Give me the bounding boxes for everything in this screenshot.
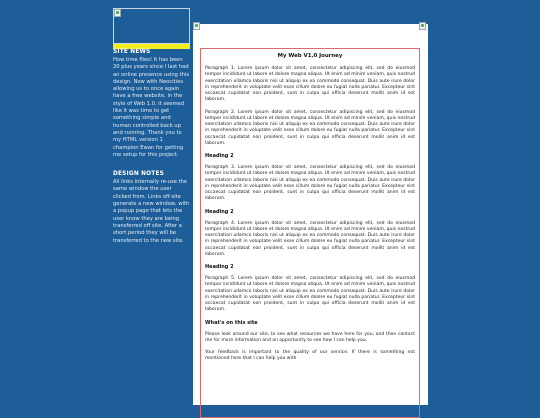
section-heading: Heading 2 [205, 208, 234, 215]
design-notes-heading: DESIGN NOTES [113, 171, 164, 178]
site-news-heading: SITE NEWS [113, 49, 151, 55]
paragraph: Paragraph 3. Lorem ipsum dolor sit amet, consectetur adipiscing elit, sed do eiusmod tempor incididunt ut labore et dolore magna aliqua. Ut enim ad minim veniam, quis nostrud exercitation ullamco laboris nisi ut aliquip ex ea commodo consequat. Duis aute irure dolor in reprehenderit in voluptate velit esse cillum dolore eu fugiat nulla pariatur. Excepteur sint occaecat cupidatat non proident, sunt in culpa qui officia deserunt mollit anim id est laborum. [205, 165, 415, 202]
design-notes-text: All links internally re-use the same window the user clicked from. Links off-site generate a new window, with a popup page that lets the user know they are being transferred off site. After a short period they will be transferred to the new site. [113, 179, 190, 244]
site-news-text: How time flies! It has been 20 plus years since I last had an online presence using this design. Now with Neocities allowing us to once again have a free website, in the style of Web 1.0, it seemed like it was time to get something simple and human controlled back up and running. Thank you to my HTML version 1 champion Ewan for getting me setup for this project. [113, 57, 190, 158]
page-title: My Web V1.0 Journey [277, 53, 343, 59]
section-heading: Heading 2 [205, 264, 234, 270]
paragraph: Paragraph 4. Lorem ipsum dolor sit amet, consectetur adipiscing elit, sed do eiusmod tempor incididunt ut labore et dolore magna aliqua. Ut enim ad minim veniam, quis nostrud exercitation ullamco laboris nisi ut aliquip ex ea commodo consequat. Duis aute irure dolor in reprehenderit in voluptate velit esse cillum dolore eu fugiat nulla pariatur. Excepteur sint occaecat cupidatat non proident, sunt in culpa qui officia deserunt mollit anim id est laborum. [205, 220, 415, 257]
paragraph: Paragraph 1. Lorem ipsum dolor sit amet, consectetur adipiscing elit, sed do eiusmod tempor incididunt ut labore et dolore magna aliqua. Ut enim ad minim veniam, quis nostrud exercitation ullamco laboris nisi ut aliquip ex ea commodo consequat. Duis aute irure dolor in reprehenderit in voluptate velit esse cillum dolore eu fugiat nulla pariatur. Excepteur sint occaecat cupidatat non proident, sunt in culpa qui officia deserunt mollit anim id est laborum. [205, 66, 415, 103]
whats-on-text: Please look around our site, to see what resources we have here for you, and then contact me for more information and an opportunity to see how I can help you. [205, 331, 415, 343]
feedback-text: Your feedback is important to the quality of our service. If there is something not mentioned here that I can help you with [205, 350, 415, 362]
header-banner-image [113, 8, 190, 44]
sidebar [113, 48, 190, 249]
broken-image-icon [193, 22, 200, 30]
section-heading: Heading 2 [205, 153, 234, 159]
paragraph: Paragraph 5. Lorem ipsum dolor sit amet, consectetur adipiscing elit, sed do eiusmod tempor incididunt ut labore et dolore magna aliqua. Ut enim ad minim veniam, quis nostrud exercitation ullamco laboris nisi ut aliquip ex ea commodo consequat. Duis aute irure dolor in reprehenderit in voluptate velit esse cillum dolore eu fugiat nulla pariatur. Excepteur sint occaecat cupidatat non proident, sunt in culpa qui officia deserunt mollit anim id est laborum. [205, 276, 415, 313]
paragraph: Paragraph 2. Lorem ipsum dolor sit amet, consectetur adipiscing elit, sed do eiusmod tempor incididunt ut labore et dolore magna aliqua. Ut enim ad minim veniam, quis nostrud exercitation ullamco laboris nisi ut aliquip ex ea commodo consequat. Duis aute irure dolor in reprehenderit in voluptate velit esse cillum dolore eu fugiat nulla pariatur. Excepteur sint occaecat cupidatat non proident, sunt in culpa qui officia deserunt mollit anim id est laborum. [205, 109, 415, 146]
broken-image-icon [114, 9, 121, 17]
broken-image-icon [419, 22, 426, 30]
whats-on-heading: What's on this site [205, 319, 258, 326]
main-content [200, 48, 420, 418]
